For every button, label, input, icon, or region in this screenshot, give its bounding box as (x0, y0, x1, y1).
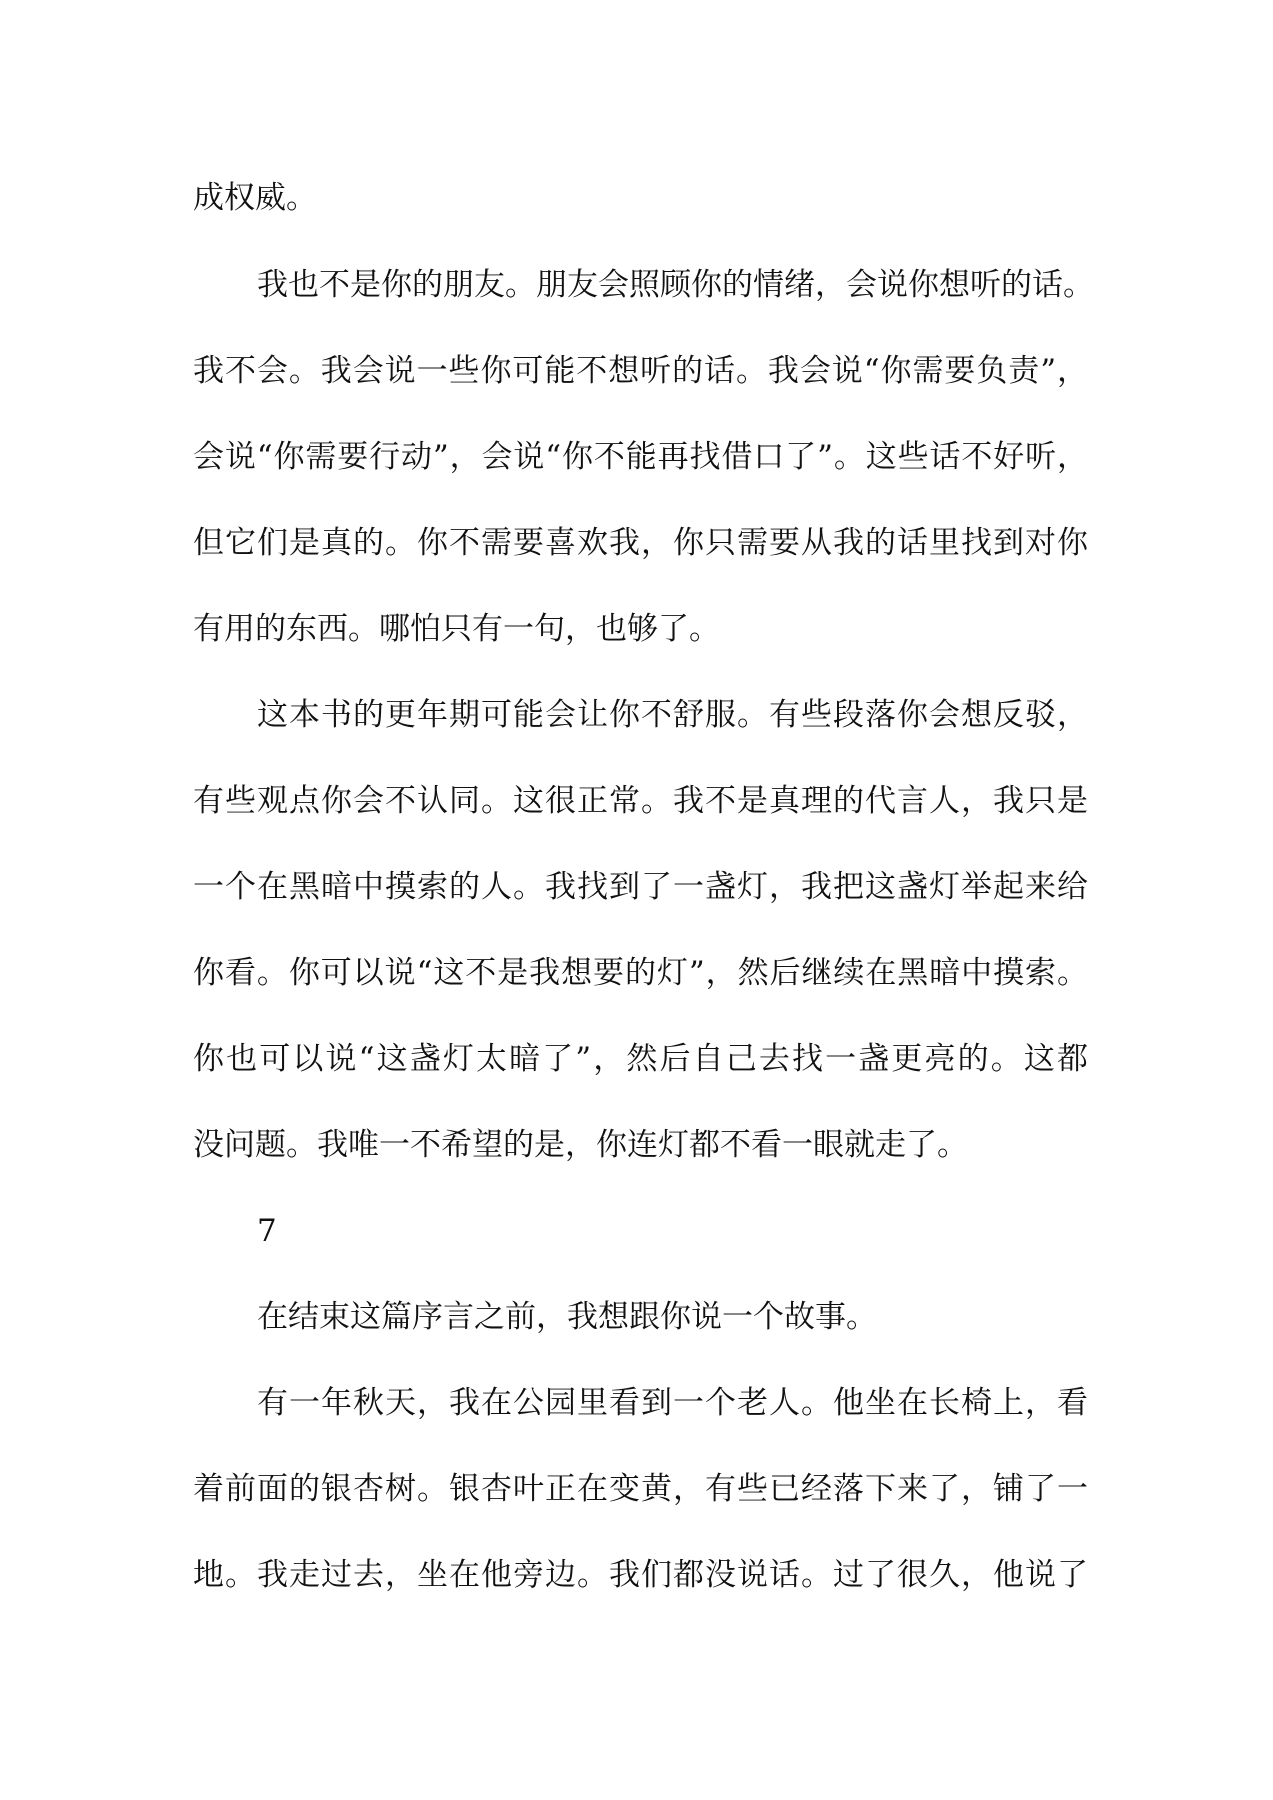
text-line: 没问题。我唯一不希望的是，你连灯都不看一眼就走了。 (193, 1127, 968, 1163)
text-line: 着前面的银杏树。银杏叶正在变黄，有些已经落下来了，铺了一 (193, 1471, 1088, 1507)
text-line: 你看。你可以说“这不是我想要的灯”，然后继续在黑暗中摸索。 (193, 955, 1088, 991)
text-line: 你也可以说“这盏灯太暗了”，然后自己去找一盏更亮的。这都 (193, 1041, 1088, 1077)
text-line: 地。我走过去，坐在他旁边。我们都没说话。过了很久，他说了 (193, 1557, 1088, 1593)
text-line: 有些观点你会不认同。这很正常。我不是真理的代言人，我只是 (193, 783, 1088, 819)
text-line: 一个在黑暗中摸索的人。我找到了一盏灯，我把这盏灯举起来给 (193, 869, 1088, 905)
text-line: 成权威。 (193, 180, 317, 216)
text-line: 会说“你需要行动”，会说“你不能再找借口了”。这些话不好听， (193, 439, 1088, 475)
text-line: 但它们是真的。你不需要喜欢我，你只需要从我的话里找到对你 (193, 525, 1088, 561)
text-line: 这本书的更年期可能会让你不舒服。有些段落你会想反驳， (257, 697, 1088, 733)
text-line: 有用的东西。哪怕只有一句，也够了。 (193, 611, 720, 647)
text-line: 在结束这篇序言之前，我想跟你说一个故事。 (257, 1299, 877, 1335)
text-line: 我不会。我会说一些你可能不想听的话。我会说“你需要负责”， (193, 353, 1088, 389)
section-number: 7 (257, 1213, 277, 1249)
text-line: 有一年秋天，我在公园里看到一个老人。他坐在长椅上，看 (257, 1385, 1088, 1421)
text-line: 我也不是你的朋友。朋友会照顾你的情绪，会说你想听的话。 (257, 267, 1094, 303)
